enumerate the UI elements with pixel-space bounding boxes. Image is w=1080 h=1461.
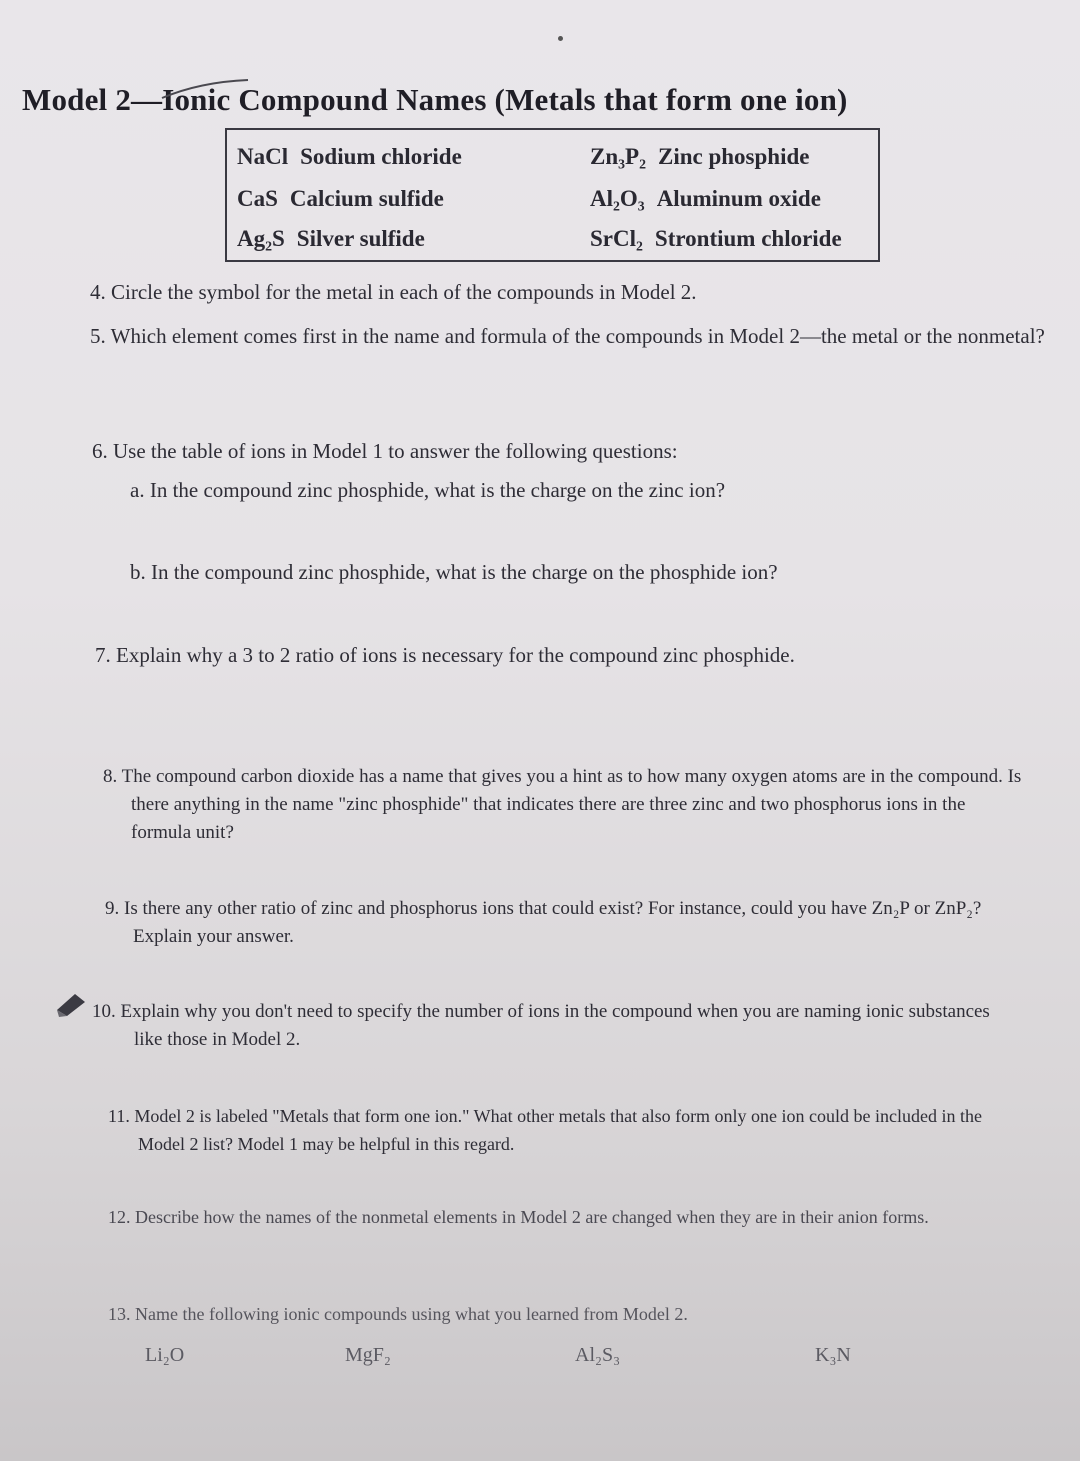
compound-name: Aluminum oxide bbox=[656, 186, 821, 211]
question-11: 11. Model 2 is labeled "Metals that form one ion." What other metals that also form only one ion could be included in the Model 2 list? Model 1 may be helpful in this regard. bbox=[108, 1106, 983, 1154]
question-7: 7. Explain why a 3 to 2 ratio of ions is necessary for the compound zinc phosphide. bbox=[95, 643, 795, 667]
question-9: 9. Is there any other ratio of zinc and phosphorus ions that could exist? For instance, could you have Zn₂P or ZnP₂? Explain your answer. bbox=[105, 898, 982, 947]
compound-name: Sodium chloride bbox=[300, 144, 462, 169]
compound-name: Strontium chloride bbox=[654, 226, 842, 251]
formula: Al₂O₃ bbox=[590, 186, 645, 211]
model-title: Model 2—Ionic Compound Names (Metals that form one ion) bbox=[22, 82, 848, 117]
question-4: 4. Circle the symbol for the metal in each of the compounds in Model 2. bbox=[90, 280, 697, 304]
pencil-icon bbox=[55, 990, 89, 1018]
question-6b: b. In the compound zinc phosphide, what is the charge on the phosphide ion? bbox=[130, 560, 778, 584]
compound-srcl2 bbox=[590, 226, 842, 252]
compound-name: Silver sulfide bbox=[296, 226, 425, 251]
compound-name: Zinc phosphide bbox=[657, 144, 810, 169]
compound-name: Calcium sulfide bbox=[289, 186, 444, 211]
ink-dot bbox=[558, 36, 563, 41]
question-12: 12. Describe how the names of the nonmetal elements in Model 2 are changed when they are in their anion forms. bbox=[108, 1207, 929, 1227]
formula: Zn₃P₂ bbox=[590, 144, 646, 169]
formula: CaS bbox=[237, 186, 278, 211]
q13-compound-li2o: Li₂O bbox=[145, 1344, 185, 1366]
question-10: 10. Explain why you don't need to specify the number of ions in the compound when you are naming ionic substances like those in Model 2. bbox=[92, 1001, 990, 1050]
q13-compound-al2s3: Al₂S₃ bbox=[575, 1344, 621, 1366]
question-6a: a. In the compound zinc phosphide, what is the charge on the zinc ion? bbox=[130, 478, 726, 502]
compound-nacl bbox=[237, 144, 462, 170]
model-2-table bbox=[225, 128, 880, 262]
pen-stroke-mark bbox=[160, 78, 250, 100]
q13-compound-mgf2: MgF₂ bbox=[345, 1344, 391, 1366]
question-13: 13. Name the following ionic compounds using what you learned from Model 2. bbox=[108, 1304, 688, 1324]
compound-ag2s bbox=[237, 226, 425, 252]
compound-cas bbox=[237, 186, 444, 212]
question-5: 5. Which element comes first in the name and formula of the compounds in Model 2—the metal or the nonmetal? bbox=[90, 324, 1045, 348]
q13-compound-k3n: K₃N bbox=[815, 1344, 851, 1366]
compound-zn3p2 bbox=[590, 144, 809, 170]
question-8: 8. The compound carbon dioxide has a name that gives you a hint as to how many oxygen atoms are in the compound. Is there anything in the name "zinc phosphide" that indicates there are three zinc and two phosphorus ions in the formula unit? bbox=[103, 766, 1022, 843]
formula: NaCl bbox=[237, 144, 289, 169]
formula: SrCl₂ bbox=[590, 226, 643, 251]
question-6: 6. Use the table of ions in Model 1 to answer the following questions: bbox=[92, 439, 678, 463]
formula: Ag₂S bbox=[237, 226, 285, 251]
compound-al2o3 bbox=[590, 186, 821, 212]
